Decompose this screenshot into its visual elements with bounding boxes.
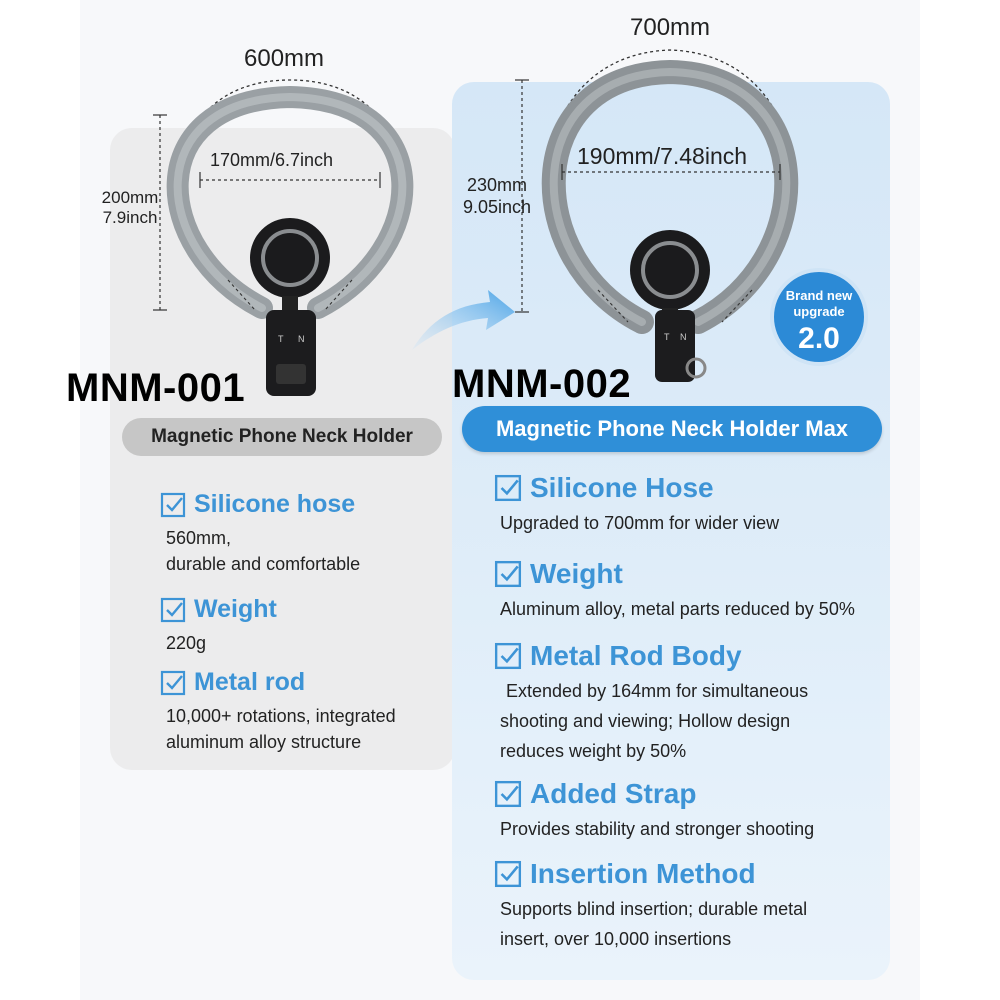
badge-text <box>774 288 864 319</box>
left-height-mm: 200mm <box>101 188 159 207</box>
feature-line: Aluminum alloy, metal parts reduced by 50% <box>500 599 855 619</box>
feature-line: Provides stability and stronger shooting <box>500 819 815 839</box>
right-inner-width-label: 190mm/7.48inch <box>577 143 748 169</box>
right-outer-width-label: 700mm <box>630 14 711 41</box>
right-height-inch: 9.05inch <box>462 196 532 217</box>
upgrade-arrow <box>412 290 515 350</box>
left-height-inch: 7.9inch <box>102 208 158 228</box>
checkbox-icon <box>494 474 522 502</box>
badge-line2: upgrade <box>793 303 845 319</box>
right-feature-insertion-method <box>494 858 807 954</box>
feature-line: Upgraded to 700mm for wider view <box>500 513 780 533</box>
feature-title: Metal Rod Body <box>530 640 742 671</box>
left-feature-metal-rod <box>160 668 396 755</box>
feature-title: Weight <box>194 595 277 623</box>
feature-line: 220g <box>166 633 207 653</box>
feature-line: durable and comfortable <box>166 554 361 574</box>
right-feature-weight <box>494 558 855 624</box>
checkbox-icon <box>160 492 186 518</box>
feature-line: shooting and viewing; Hollow design <box>500 711 791 731</box>
feature-line: 10,000+ rotations, integrated <box>166 706 396 726</box>
feature-title: Silicone hose <box>194 490 356 518</box>
checkbox-icon <box>160 597 186 623</box>
left-inner-width-label: 170mm/6.7inch <box>210 150 334 170</box>
feature-line: 560mm, <box>166 528 232 548</box>
feature-title: Silicone Hose <box>530 472 714 503</box>
left-feature-silicone-hose <box>160 490 360 577</box>
feature-title: Weight <box>530 558 623 589</box>
left-feature-weight <box>160 595 277 656</box>
right-clip-label-n: N <box>680 332 687 342</box>
feature-line: Extended by 164mm for simultaneous <box>506 681 809 701</box>
upgrade-badge <box>770 268 868 366</box>
right-height-mm: 230mm <box>466 175 528 195</box>
right-feature-added-strap <box>494 778 814 844</box>
left-clip-label-n: N <box>298 334 305 344</box>
left-outer-width-label: 600mm <box>244 45 325 72</box>
right-feature-silicone-hose <box>494 472 779 538</box>
right-clip-label-t: T <box>664 332 670 342</box>
right-height-label <box>452 175 542 218</box>
left-clip-label-t: T <box>278 334 284 344</box>
right-feature-metal-rod-body <box>494 640 808 766</box>
feature-line: insert, over 10,000 insertions <box>500 929 732 949</box>
right-model-name: MNM-002 <box>452 362 632 406</box>
feature-line: aluminum alloy structure <box>166 732 362 752</box>
left-model-name: MNM-001 <box>66 366 246 410</box>
feature-title: Insertion Method <box>530 858 756 889</box>
feature-title: Metal rod <box>194 668 306 696</box>
checkbox-icon <box>494 860 522 888</box>
checkbox-icon <box>494 780 522 808</box>
feature-line: Supports blind insertion; durable metal <box>500 899 808 919</box>
checkbox-icon <box>160 670 186 696</box>
checkbox-icon <box>494 642 522 670</box>
right-product-name-pill: Magnetic Phone Neck Holder Max <box>462 406 882 452</box>
badge-line1: Brand new <box>785 288 853 303</box>
checkbox-icon <box>494 560 522 588</box>
left-product-name-pill: Magnetic Phone Neck Holder <box>122 418 442 456</box>
feature-title: Added Strap <box>530 778 697 809</box>
left-height-label <box>92 188 168 229</box>
badge-version: 2.0 <box>798 322 840 355</box>
feature-line: reduces weight by 50% <box>500 741 687 761</box>
